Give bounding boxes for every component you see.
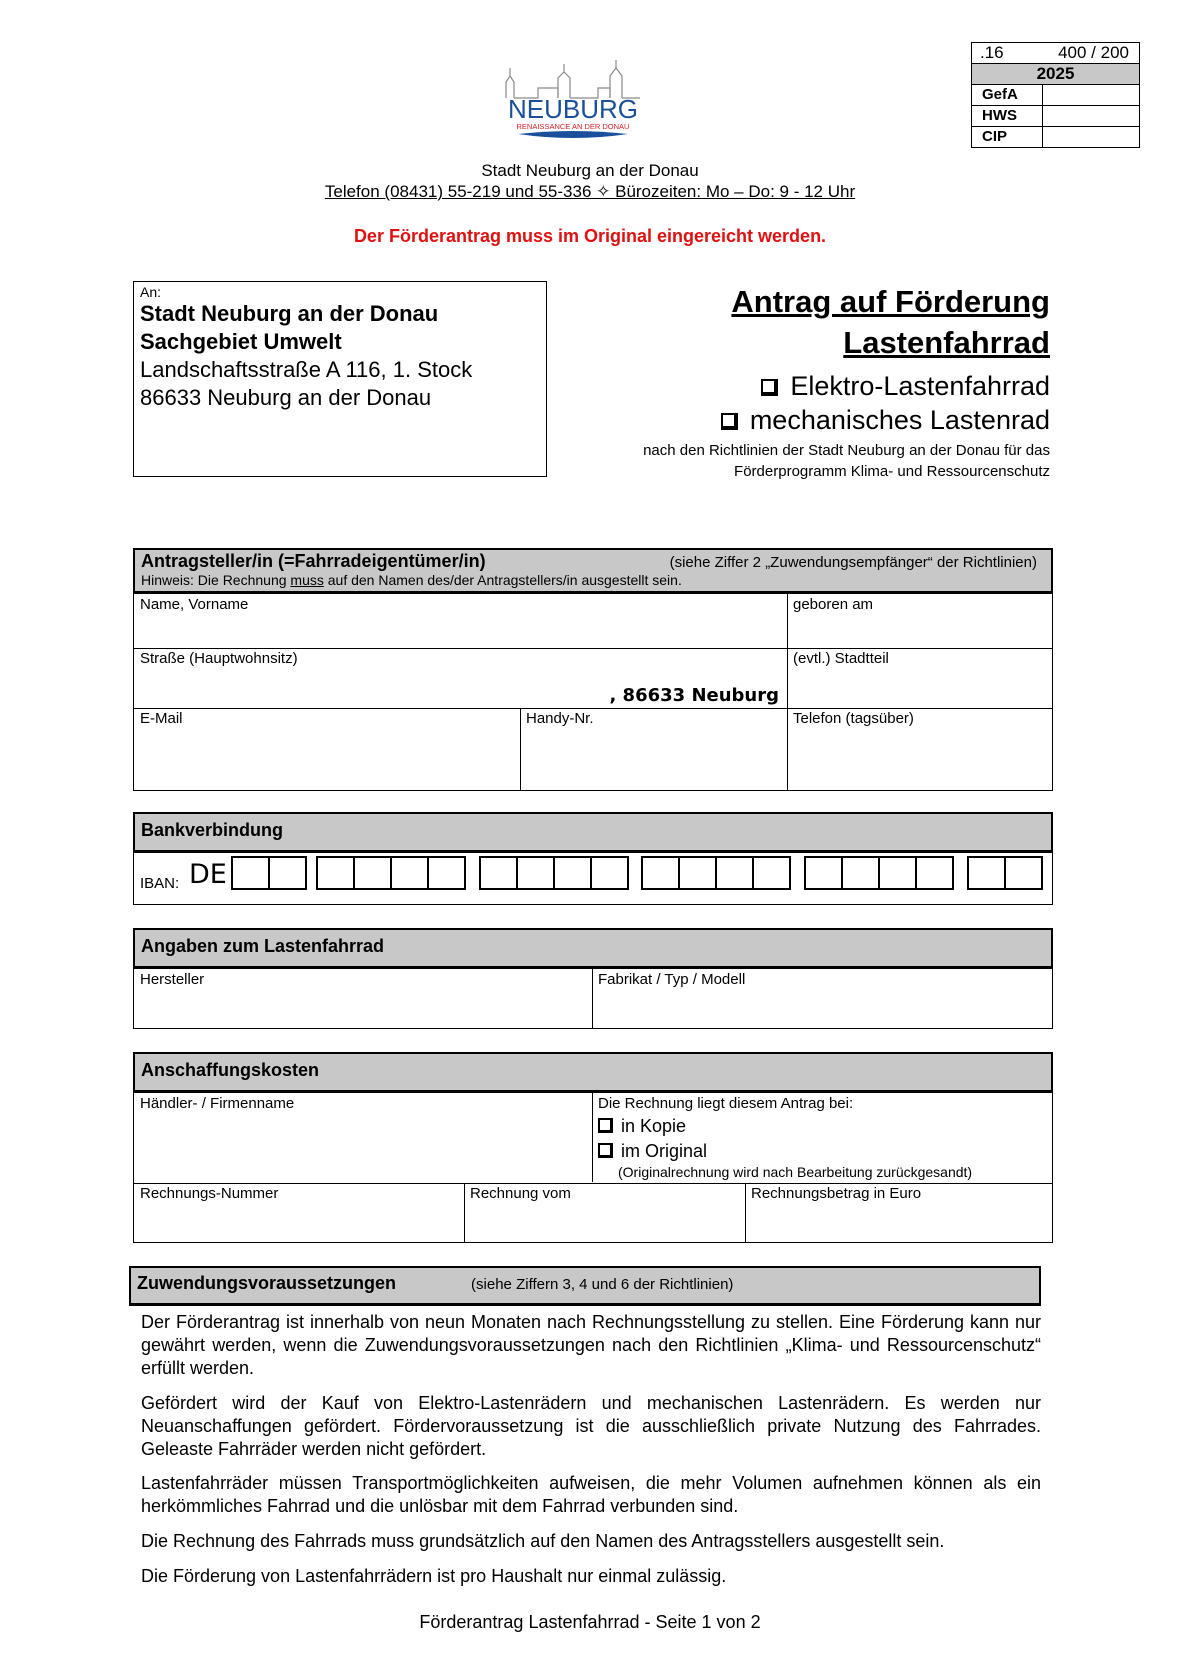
mobile-field[interactable] [520,708,787,791]
phone-field[interactable] [787,708,1054,791]
street-field[interactable] [134,648,787,708]
invoice-number-label: Rechnungs-Nummer [140,1185,279,1202]
reference-row-label: CIP [972,127,1043,147]
iban-group-5[interactable] [967,856,1043,890]
guideline-note-1: nach den Richtlinien der Stadt Neuburg an der Donau für das [643,442,1050,459]
option-electric[interactable] [643,369,1050,403]
bank-section-header: Bankverbindung [133,812,1053,853]
applicant-header-title: Antragsteller/in (=Fahrradeigentümer/in) [141,551,486,571]
requirements-header-note: (siehe Ziffern 3, 4 und 6 der Richtlinien) [471,1276,734,1293]
manufacturer-field[interactable] [134,969,592,1029]
option-mechanical-label: mechanisches Lastenrad [749,405,1050,435]
option-mechanical[interactable] [643,403,1050,437]
requirements-paragraph-1: Der Förderantrag ist innerhalb von neun Monaten nach Rechnungsstellung zu stellen. Eine Förderung kann nur gewährt werden, wenn die Zuwendungsvoraussetzungen nach den Richtlinien „Klima- und Ressourcenschutz“ erfüllt werden. [141,1312,1041,1378]
checkbox-icon[interactable] [761,379,778,396]
reference-row-value[interactable] [1043,127,1139,147]
reference-code-row [972,43,1139,64]
invoice-number-field[interactable] [134,1183,464,1243]
requirements-paragraph-2: Gefördert wird der Kauf von Elektro-Lastenrädern und mechanischen Lastenrädern. Es werden nur Neuanschaffungen gefördert. Fördervoraussetzung ist die ausschließlich private Nutzung des Fahrrades. Geleaste Fahrräder werden nicht gefördert. [141,1393,1041,1459]
district-field[interactable] [787,648,1054,708]
form-title [643,281,1050,481]
model-label: Fabrikat / Typ / Modell [598,971,746,988]
name-field[interactable] [134,594,787,648]
requirements-paragraph-5: Die Förderung von Lastenfahrrädern ist pro Haushalt nur einmal zulässig. [141,1566,727,1586]
applicant-hint [141,572,1045,588]
checkbox-icon[interactable] [598,1118,613,1133]
invoice-date-field[interactable] [464,1183,745,1243]
invoice-amount-label: Rechnungsbetrag in Euro [751,1185,922,1202]
applicant-grid [133,594,1053,791]
requirements-paragraph-3: Lastenfahrräder müssen Transportmöglichkeiten aufweisen, die mehr Volumen aufnehmen können als ein herkömmliches Fahrrad und die unlösbar mit dem Fahrrad verbunden sind. [141,1473,1041,1516]
option-copy-label: in Kopie [621,1116,687,1136]
address-box [133,281,547,477]
district-label: (evtl.) Stadtteil [793,650,889,667]
mobile-label: Handy-Nr. [526,710,594,727]
email-field[interactable] [134,708,520,791]
street-label: Straße (Hauptwohnsitz) [140,650,298,667]
applicant-hint-pre: Hinweis: Die Rechnung [141,572,291,588]
address-line-1: Stadt Neuburg an der Donau [140,301,439,326]
invoice-attachment-field [592,1093,1054,1183]
birthdate-field[interactable] [787,594,1054,648]
iban-group-3[interactable] [641,856,791,890]
reference-box [971,42,1140,148]
applicant-header-note: (siehe Ziffer 2 „Zuwendungsempfänger“ der Richtlinien) [669,554,1037,571]
dealer-field[interactable] [134,1093,592,1183]
original-warning: Der Förderantrag muss im Original eingereicht werden. [353,226,827,246]
name-label: Name, Vorname [140,596,249,613]
reference-row-value[interactable] [1043,106,1139,126]
reference-code-right: 400 / 200 [1058,43,1129,62]
logo-tagline: RENAISSANCE AN DER DONAU [516,122,630,131]
phone-label: Telefon (tagsüber) [793,710,914,727]
page-footer: Förderantrag Lastenfahrrad - Seite 1 von 2 [419,1612,761,1632]
model-field[interactable] [592,969,1054,1029]
dealer-label: Händler- / Firmenname [140,1095,295,1112]
requirements-section-header [129,1266,1041,1306]
checkbox-icon[interactable] [598,1143,613,1158]
applicant-hint-post: auf den Namen des/der Antragstellers/in ausgestellt sein. [323,572,682,588]
requirements-header-title: Zuwendungsvoraussetzungen [137,1273,397,1293]
option-original-label: im Original [621,1141,708,1161]
option-electric-label: Elektro-Lastenfahrrad [790,371,1050,401]
reference-year: 2025 [972,64,1139,85]
applicant-section-header [133,548,1053,594]
skyline-icon [506,60,640,98]
title-line-2: Lastenfahrrad [843,325,1050,360]
reference-row-gefa [972,85,1139,106]
checkbox-icon[interactable] [721,413,738,430]
invoice-date-label: Rechnung vom [470,1185,571,1202]
option-copy[interactable] [598,1114,1048,1139]
manufacturer-label: Hersteller [140,971,205,988]
address-to-label: An: [140,284,162,300]
invoice-amount-field[interactable] [745,1183,1054,1243]
reference-code-left: .16 [980,43,1004,62]
title-line-1: Antrag auf Förderung [731,284,1050,319]
logo-name: NEUBURG [507,94,639,124]
option-original[interactable] [598,1139,1048,1164]
reference-row-label: HWS [972,106,1043,126]
requirements-paragraph-4: Die Rechnung des Fahrrads muss grundsätzlich auf den Namen des Antragsstellers ausgestellt sein. [141,1531,945,1551]
contact-line: Telefon (08431) 55-219 und 55-336 ✧ Bürozeiten: Mo – Do: 9 - 12 Uhr [324,182,856,201]
iban-country-prefix: DE [189,859,227,890]
iban-group-1[interactable] [316,856,466,890]
guideline-note-2: Förderprogramm Klima- und Ressourcenschutz [734,463,1050,480]
iban-group-2[interactable] [479,856,629,890]
address-line-2: Sachgebiet Umwelt [140,329,342,354]
bike-section-header: Angaben zum Lastenfahrrad [133,928,1053,969]
address-line-4: 86633 Neuburg an der Donau [140,385,432,410]
reference-row-value[interactable] [1043,85,1139,105]
email-label: E-Mail [140,710,183,727]
iban-check-digits[interactable] [231,856,307,890]
bike-grid [133,969,1053,1029]
org-name: Stadt Neuburg an der Donau [481,161,699,180]
city-prefill: , 86633 Neuburg [609,685,779,706]
iban-label: IBAN: [140,875,180,892]
costs-grid [133,1093,1053,1243]
reference-row-label: GefA [972,85,1043,105]
reference-row-cip [972,127,1139,147]
applicant-hint-u: muss [290,572,324,588]
invoice-attached-label: Die Rechnung liegt diesem Antrag bei: [598,1095,854,1112]
iban-group-4[interactable] [804,856,954,890]
original-note: (Originalrechnung wird nach Bearbeitung zurückgesandt) [618,1164,973,1180]
birthdate-label: geboren am [793,596,874,613]
costs-section-header: Anschaffungskosten [133,1052,1053,1093]
river-icon [518,131,628,138]
reference-row-hws [972,106,1139,127]
address-line-3: Landschaftsstraße A 116, 1. Stock [140,357,473,382]
neuburg-logo [498,58,648,142]
iban-label-row [134,873,185,894]
